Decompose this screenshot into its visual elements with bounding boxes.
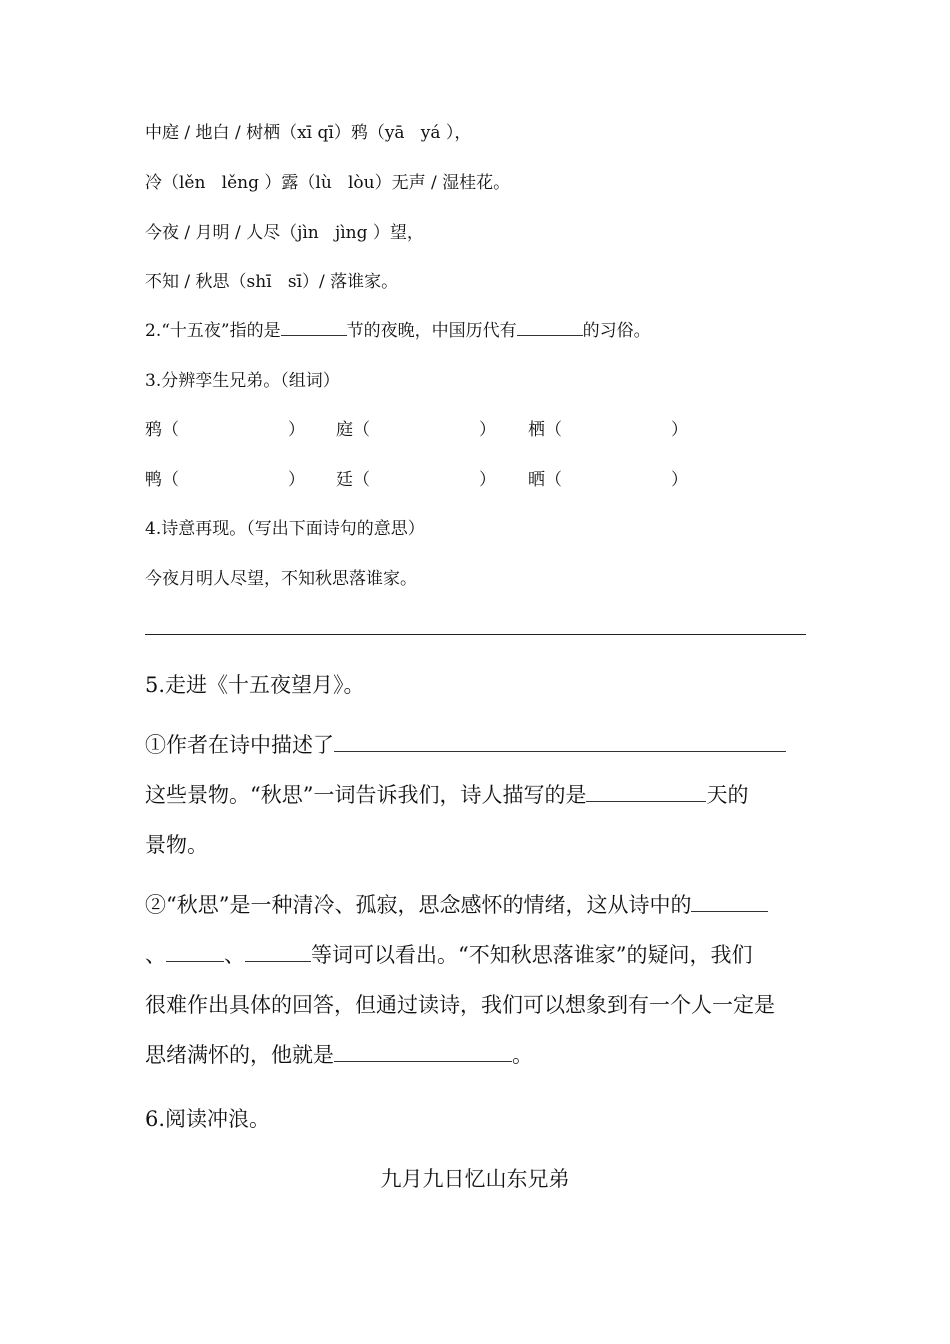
poem-line-1: 中庭 / 地白 / 树栖（xī qī）鸦（yā yá ）， [145, 123, 472, 143]
q5-part1-line2 [145, 781, 748, 809]
q2-blank-1[interactable] [281, 333, 347, 336]
q5-part2-line2 [145, 941, 752, 969]
q3-close-paren: ） [288, 420, 305, 440]
poem-title: 九月九日忆山东兄弟 [380, 1167, 570, 1191]
q3-close-paren: ） [288, 470, 305, 490]
poem-line-4: 不知 / 秋思（shī sī）/ 落谁家。 [145, 272, 399, 292]
q3-word-ya-crow: 鸦（ [145, 420, 179, 440]
question-2 [145, 320, 651, 342]
q5-part2-line3: 很难作出具体的回答，但通过读诗，我们可以想象到有一个人一定是 [145, 993, 775, 1017]
q3-word-ya-duck: 鸭（ [145, 470, 179, 490]
q5-p2-text-a: ②“秋思”是一种清冷、孤寂，思念感怀的情绪，这从诗中的 [145, 893, 692, 917]
q5-p2-blank-2[interactable] [166, 959, 224, 962]
q5-p2-text-f: 思绪满怀的，他就是 [145, 1043, 334, 1067]
q2-text-b: 节的夜晚，中国历代有 [346, 321, 517, 341]
question-4-poem-line: 今夜月明人尽望，不知秋思落谁家。 [145, 569, 417, 589]
q5-p1-text-b: 这些景物。“秋思”一词告诉我们，诗人描写的是 [145, 783, 587, 807]
q5-p2-blank-person[interactable] [334, 1059, 512, 1062]
q2-blank-2[interactable] [517, 333, 583, 336]
question-6-title: 6.阅读冲浪。 [145, 1107, 271, 1131]
poem-line-3: 今夜 / 月明 / 人尽（jìn jìng ）望， [145, 223, 424, 243]
q2-text-a: 2.“十五夜”指的是 [145, 321, 281, 341]
q5-part2-line1 [145, 891, 768, 919]
q5-p2-text-b: 、 [145, 943, 166, 967]
q5-p2-text-c: 、 [224, 943, 245, 967]
poem-line-2: 冷（lěn lěng ）露（lù lòu）无声 / 湿桂花。 [145, 173, 511, 193]
q5-p2-blank-1[interactable] [691, 909, 768, 912]
q5-p2-text-g: 。 [512, 1043, 533, 1067]
q5-p1-text-a: ①作者在诗中描述了 [145, 733, 334, 757]
q5-p1-blank-season[interactable] [586, 799, 706, 802]
q3-close-paren: ） [479, 420, 496, 440]
q5-p2-text-d: 等词可以看出。“不知秋思落谁家”的疑问，我们 [311, 943, 753, 967]
q3-word-shai-dry: 晒（ [528, 470, 562, 490]
q5-part1-line1 [145, 731, 786, 759]
question-3-title: 3.分辨孪生兄弟。（组词） [145, 371, 340, 391]
q4-answer-line[interactable] [145, 634, 806, 635]
question-5-title: 5.走进《十五夜望月》。 [145, 673, 365, 697]
q3-close-paren: ） [479, 470, 496, 490]
q3-word-ting-court: 庭（ [336, 420, 370, 440]
q3-close-paren: ） [671, 420, 688, 440]
q5-p1-blank-scenery[interactable] [334, 749, 786, 752]
q5-part1-line3: 景物。 [145, 833, 208, 857]
q3-word-ting-palace: 廷（ [336, 470, 370, 490]
question-4-title: 4.诗意再现。（写出下面诗句的意思） [145, 519, 425, 539]
q5-p2-blank-3[interactable] [245, 959, 311, 962]
q5-p1-text-c: 天的 [706, 783, 749, 807]
q3-close-paren: ） [671, 470, 688, 490]
q3-word-qi-perch: 栖（ [528, 420, 562, 440]
q2-text-c: 的习俗。 [582, 321, 651, 341]
q5-part2-line4 [145, 1041, 533, 1069]
